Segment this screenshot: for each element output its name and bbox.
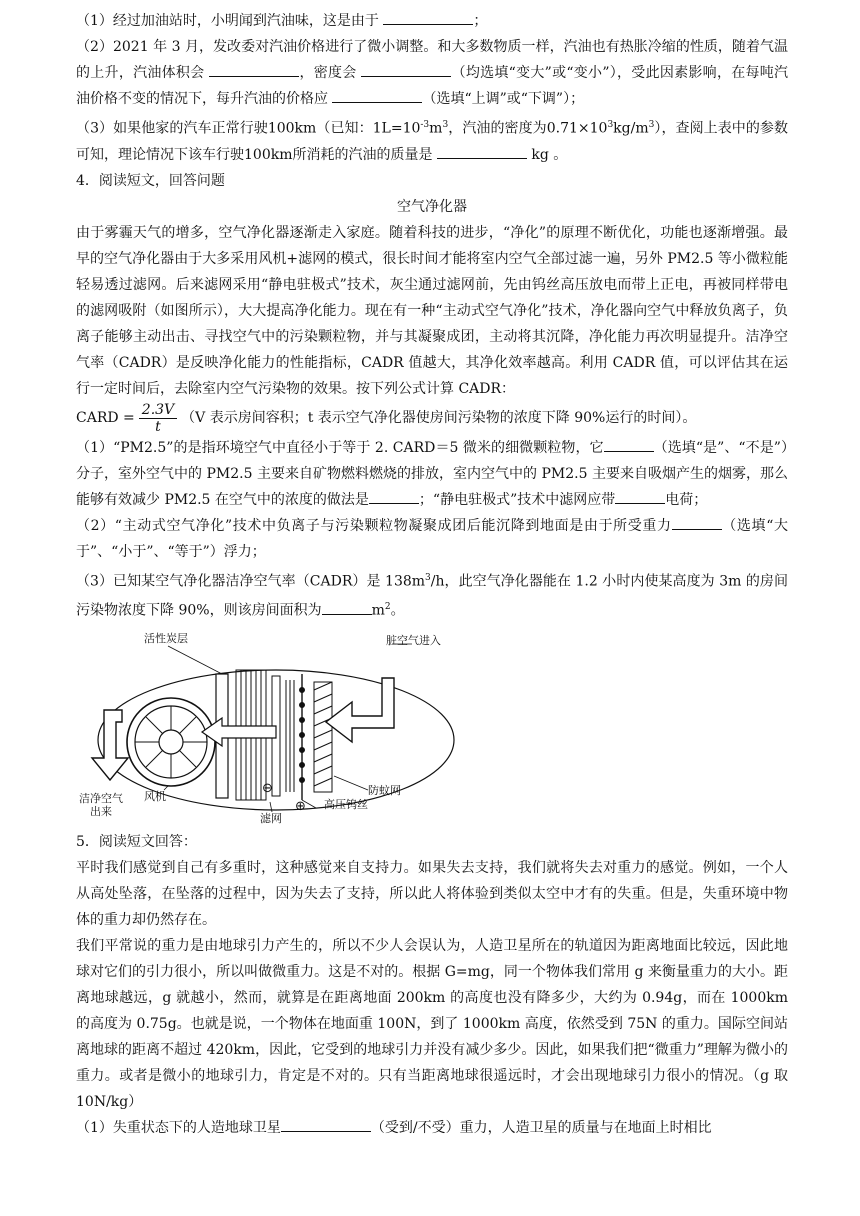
answer-blank[interactable] (361, 62, 451, 77)
formula-lhs: CARD = (76, 410, 135, 427)
formula-fraction (139, 402, 177, 435)
label-tungsten-wire: 高压钨丝 (324, 797, 368, 811)
outlet-arrow (92, 710, 128, 780)
inlet-arrow (326, 678, 394, 742)
document-page (76, 8, 788, 1141)
plus-sign: ⊕ (295, 798, 306, 814)
air-purifier-diagram (76, 630, 496, 825)
answer-blank[interactable] (369, 489, 419, 504)
answer-blank[interactable] (604, 437, 654, 452)
purifier-drawing (76, 630, 496, 825)
formula-numerator: 2.3V (139, 402, 177, 419)
fan-wheel (127, 698, 215, 786)
cadr-formula (76, 402, 788, 435)
answer-blank[interactable] (672, 515, 722, 530)
q4-sub1: （1）“PM2.5”的是指环境空气中直径小于等于 2. CARD＝5 微米的细微颗粒物，它 （选填“是”、“不是”）分子，室外空气中的 PM2.5 主要来自矿物燃料燃烧的排放，室内空气中的 PM2.5 主要来自吸烟产生的烟雾，那么能够有效减少 PM2.5 在空气中的浓度的做法是 ；“静电驻极式”技术中滤网应带 电荷； (76, 435, 788, 513)
label-fan: 风机 (144, 789, 166, 803)
answer-blank[interactable] (437, 144, 527, 159)
q4-heading: 4．阅读短文，回答问题 (76, 172, 225, 189)
q4-sub2: （2）“主动式空气净化”技术中负离子与污染颗粒物凝聚成团后能沉降到地面是由于所受重力 （选填“大于”、“小于”、“等于”）浮力； (76, 513, 788, 565)
formula-note: （V 表示房间容积；t 表示空气净化器使房间污染物的浓度下降 90%运行的时间）。 (181, 410, 697, 427)
answer-blank[interactable] (615, 489, 665, 504)
label-insect-screen: 防蚊网 (368, 783, 401, 797)
answer-blank[interactable] (383, 10, 473, 25)
label-filter: 滤网 (260, 811, 282, 825)
q4-sub3: （3）已知某空气净化器洁净空气率（CADR）是 $138m^3/h$，此空气净化器能在 1.2 小时内使某高度为 3m 的房间污染物浓度下降 90%，则该房间面积为 $m^2$。 (76, 572, 788, 619)
label-dirty-air-in: 脏空气进入 (386, 633, 441, 647)
answer-blank[interactable] (322, 600, 372, 615)
label-carbon-layer: 活性炭层 (144, 631, 188, 645)
q3-item3: （3）如果他家的汽车正常行驶100km（已知：$1L=10^{-3}m^3$，汽油的密度为$0.71\times 10^3kg/m^3$），查阅上表中的参数可知，理论情况下该车行驶100km所消耗的汽油的质量是 kg 。 (76, 120, 789, 163)
tungsten-wire (300, 674, 305, 800)
insect-screen (314, 682, 332, 792)
q5-sub1: （1）失重状态下的人造地球卫星 （受到/不受）重力，人造卫星的质量与在地面上时相比 (76, 1115, 788, 1141)
q3-item2: （2）2021 年 3 月，发改委对汽油价格进行了微小调整。和大多数物质一样，汽油也有热胀冷缩的性质，随着气温的上升，汽油体积会 ，密度会 （均选填“变大”或“变小”），受此因素影响，在每吨汽油价格不变的情况下，每升汽油的价格应 （选填“上调”或“下调”）； (76, 39, 789, 107)
answer-blank[interactable] (332, 88, 422, 103)
formula-denominator: t (155, 418, 161, 435)
q5-paragraph-2: 我们平常说的重力是由地球引力产生的，所以不少人会误认为，人造卫星所在的轨道因为距离地面比较远，因此地球对它们的引力很小，所以叫做微重力。这是不对的。根据 G=mg，同一个物体我们常用 g 来衡量重力的大小。距离地球越远，g 就越小，然而，就算是在距离地面 200km 的高度也没有降多少，大约为 0.94g，而在 1000km 的高度为 0.75g。也就是说，一个物体在地面重 100N，到了 1000km 高度，依然受到 75N 的重力。国际空间站离地球的距离不超过 420km，因此，它受到的地球引力并没有减少多少。因此，如果我们把“微重力”理解为微小的重力。或者是微小的地球引力，肯定是不对的。只有当距离地球很遥远时，才会出现地球引力很小的情况。（g 取 10N/kg） (76, 937, 788, 1110)
charged-mesh (286, 680, 294, 792)
answer-blank[interactable] (281, 1117, 371, 1132)
minus-sign: ⊖ (262, 780, 273, 796)
q5-heading: 5．阅读短文回答： (76, 833, 197, 850)
answer-blank[interactable] (209, 62, 299, 77)
label-clean-air-out: 洁净空气出来 (79, 791, 123, 818)
q4-article-body: 由于雾霾天气的增多，空气净化器逐渐走入家庭。随着科技的进步，“净化”的原理不断优化，功能也逐渐增强。最早的空气净化器由于大多采用风机+滤网的模式，很长时间才能将室内空气全部过滤一遍，另外 PM2.5 等小微粒能轻易透过滤网。后来滤网采用“静电驻极式”技术，灰尘通过滤网前，先由钨丝高压放电而带上正电，再被同样带电的滤网吸附（如图所示），大大提高净化能力。现在有一种“主动式空气净化”技术，净化器向空气中释放负离子，负离子能够主动出击、寻找空气中的污染颗粒物，并与其凝聚成团，主动将其沉降，净化能力再次明显提升。洁净空气率（CADR）是反映净化能力的性能指标，CADR 值越大，其净化效率越高。利用 CADR 值，可以评估其在运行一定时间后，去除室内空气污染物的效果。按下列公式计算 CADR： (76, 224, 788, 397)
q4-article-title: 空气净化器 (397, 198, 467, 215)
q5-paragraph-1: 平时我们感觉到自己有多重时，这种感觉来自支持力。如果失去支持，我们就将失去对重力的感觉。例如，一个人从高处坠落，在坠落的过程中，因为失去了支持，所以此人将体验到类似太空中才有的失重。但是，失重环境中物体的重力却仍然存在。 (76, 859, 788, 928)
q3-item1: （1）经过加油站时，小明闻到汽油味，这是由于 ； (76, 8, 788, 34)
